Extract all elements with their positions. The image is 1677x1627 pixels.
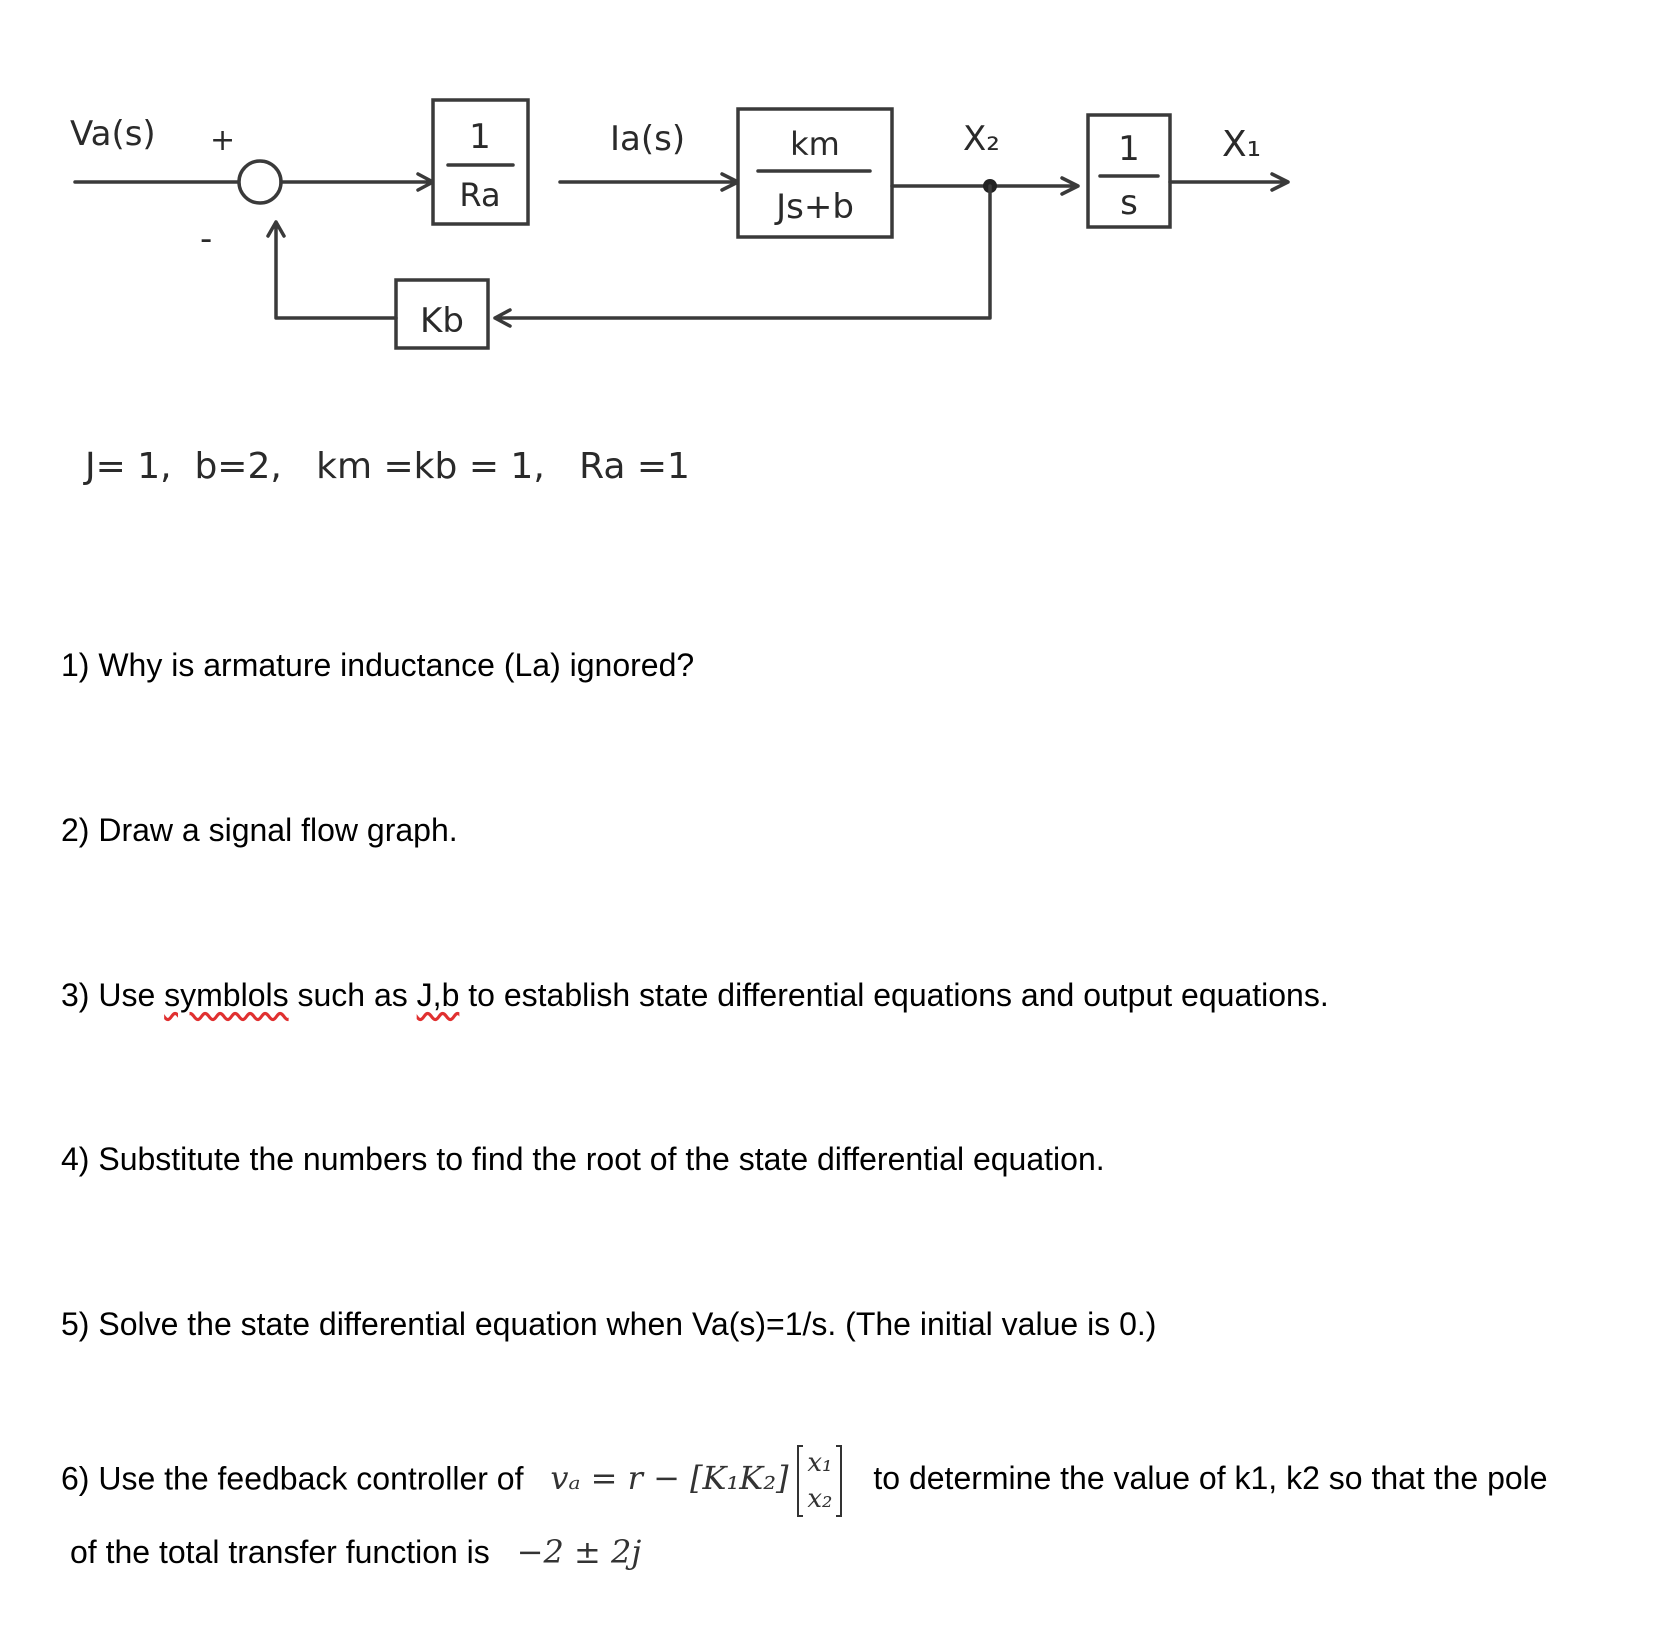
input-label: Va(s) (70, 114, 156, 154)
output-arrow (1170, 174, 1288, 190)
matrix-top-entry: x₁ (807, 1448, 833, 1478)
motor-block-denominator: Js+b (776, 187, 854, 227)
question-3-suffix: to establish state differential equations and output equations. (459, 977, 1329, 1013)
question-3-symbols: J,b (416, 977, 460, 1013)
x1-label: X₁ (1222, 124, 1262, 165)
question-6-line-2-text: of the total transfer function is (70, 1534, 490, 1570)
state-vector-matrix (797, 1445, 842, 1517)
question-6-line-2 (70, 1533, 641, 1571)
motor-block-numerator: km (790, 125, 840, 163)
feedback-return (268, 222, 396, 318)
minus-sign: - (200, 219, 213, 259)
integrator-block-numerator: 1 (1118, 129, 1140, 169)
question-2: 2) Draw a signal flow graph. (61, 812, 458, 848)
matrix-bottom-entry: x₂ (807, 1484, 833, 1514)
arrow-to-ra (281, 174, 433, 190)
question-1: 1) Why is armature inductance (La) ignored? (61, 647, 695, 683)
question-3-prefix: 3) Use (61, 977, 165, 1013)
question-5: 5) Solve the state differential equation when Va(s)=1/s. (The initial value is 0.) (61, 1306, 1157, 1342)
plus-sign: + (210, 123, 236, 158)
parameter-values: J= 1, b=2, km =kb = 1, Ra =1 (85, 446, 690, 487)
x2-label: X₂ (963, 119, 1000, 159)
summing-junction (239, 161, 281, 203)
integrator-block-denominator: s (1120, 183, 1138, 223)
question-3 (61, 977, 1329, 1014)
question-6-suffix: to determine the value of k1, k2 so that the pole (873, 1460, 1548, 1497)
ra-block-denominator: Ra (459, 176, 501, 214)
question-6 (61, 1445, 1548, 1517)
question-3-mid: such as (288, 977, 417, 1013)
arrow-to-motor (560, 174, 738, 190)
ra-block-numerator: 1 (469, 117, 491, 157)
current-label: Ia(s) (610, 119, 686, 159)
kb-block-label: Kb (420, 301, 464, 341)
block-diagram (0, 0, 1677, 520)
question-6-prefix: 6) Use the feedback controller of (61, 1460, 524, 1497)
question-4: 4) Substitute the numbers to find the root of the state differential equation. (61, 1141, 1105, 1177)
question-3-misspelled-word: symblols (164, 977, 289, 1013)
desired-poles: −2 ± 2j (516, 1533, 642, 1571)
controller-equation: vₐ = r − [K₁K₂] (550, 1459, 789, 1498)
